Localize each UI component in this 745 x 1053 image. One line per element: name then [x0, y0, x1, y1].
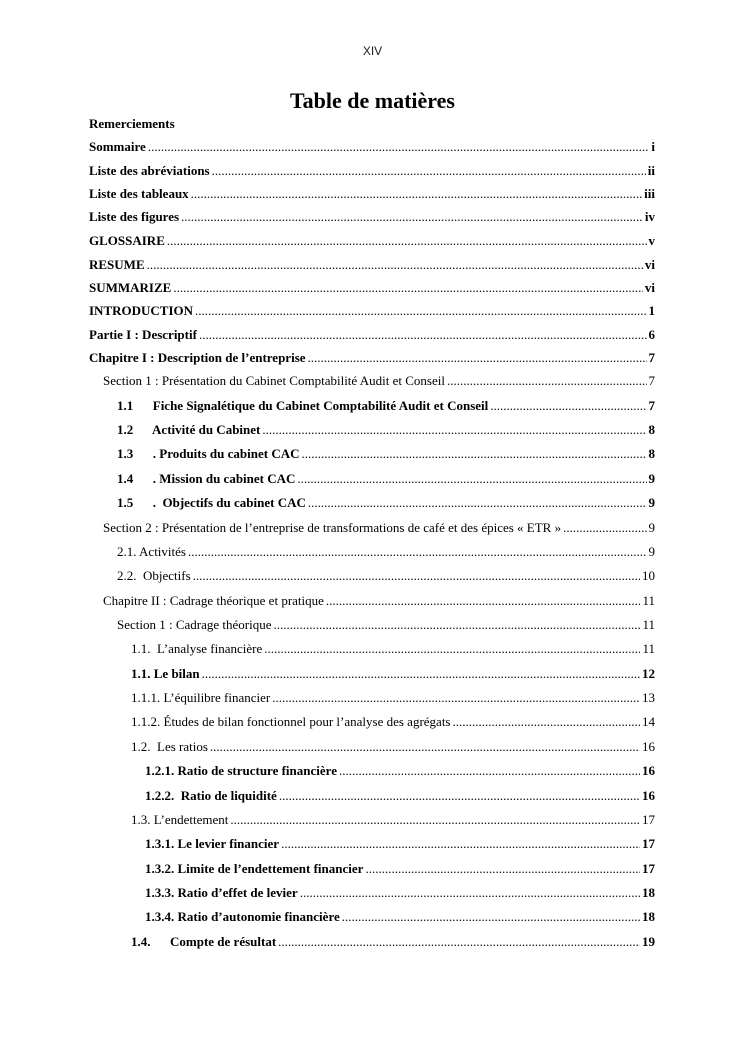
dot-leader	[326, 591, 641, 611]
toc-entry-label: GLOSSAIRE	[89, 233, 165, 248]
toc-entry[interactable]	[145, 907, 655, 927]
toc-entry-label: 1.2. Les ratios	[131, 739, 208, 754]
toc-entry-label: 1.4. Compte de résultat	[131, 934, 277, 949]
toc-entry[interactable]	[89, 231, 655, 251]
toc-entry-page: ii	[647, 163, 655, 178]
toc-entry-label: INTRODUCTION	[89, 303, 194, 318]
toc-entry-page: 11	[642, 617, 655, 632]
toc-entry-label: Chapitre I : Description de l’entreprise	[89, 350, 306, 365]
dot-leader	[281, 834, 640, 854]
toc-entry[interactable]	[131, 639, 655, 659]
dot-leader	[308, 493, 647, 513]
toc-entry-page: 17	[642, 812, 655, 827]
toc-entry[interactable]	[131, 664, 655, 684]
dot-leader	[199, 325, 647, 345]
toc-entry-label: 1.2.1. Ratio de structure financière	[145, 763, 337, 778]
toc-entry-label: Chapitre II : Cadrage théorique et pratique	[103, 593, 324, 608]
toc-entry-page: 18	[642, 909, 655, 924]
toc-entry-page: 14	[642, 714, 655, 729]
dot-leader	[191, 184, 642, 204]
dot-leader	[167, 231, 647, 251]
toc-entry-label: 1.3.3. Ratio d’effet de levier	[145, 885, 298, 900]
toc-entry[interactable]	[117, 420, 655, 440]
dot-leader	[339, 761, 640, 781]
toc-entry-page: 1	[648, 303, 655, 318]
toc-entry-page: 9	[648, 520, 655, 535]
dot-leader	[148, 137, 650, 157]
toc-entry-page: 11	[642, 593, 655, 608]
toc-entry-label: 1.1 Fiche Signalétique du Cabinet Comptabilité Audit et Conseil	[117, 398, 489, 413]
toc-entry-page: iv	[644, 209, 655, 224]
toc-entry[interactable]	[117, 493, 655, 513]
toc-entry-label: 1.1. L’analyse financière	[131, 641, 263, 656]
toc-entry[interactable]	[131, 688, 655, 708]
toc-entry-label: 1.1.2. Études de bilan fonctionnel pour l’analyse des agrégats	[131, 714, 451, 729]
dot-leader	[262, 420, 646, 440]
toc-entry-page: 8	[648, 422, 655, 437]
toc-entry-page: 10	[642, 568, 655, 583]
toc-entry[interactable]	[103, 591, 655, 611]
dot-leader	[300, 883, 640, 903]
toc-entry-page: i	[651, 139, 655, 154]
toc-first-item: Remerciements	[89, 116, 175, 131]
toc-entry-page: iii	[644, 186, 655, 201]
dot-leader	[272, 688, 640, 708]
dot-leader	[173, 278, 643, 298]
toc-entry-page: 7	[648, 373, 655, 388]
toc-entry[interactable]	[89, 301, 655, 321]
toc-entry[interactable]	[145, 859, 655, 879]
toc-entry-label: 1.4 . Mission du cabinet CAC	[117, 471, 296, 486]
toc-entry[interactable]	[103, 518, 655, 538]
dot-leader	[453, 712, 641, 732]
toc-entry-page: 9	[648, 471, 655, 486]
toc-entry[interactable]	[89, 325, 655, 345]
toc-entry-page: 19	[642, 934, 655, 949]
dot-leader	[279, 786, 640, 806]
toc-entry-page: 8	[648, 446, 655, 461]
toc-entry-page: 16	[642, 788, 655, 803]
toc-entry[interactable]	[131, 810, 655, 830]
toc-entry[interactable]	[89, 137, 655, 157]
dot-leader	[563, 518, 646, 538]
toc-entry-label: Liste des abréviations	[89, 163, 210, 178]
dot-leader	[447, 371, 647, 391]
dot-leader	[181, 207, 643, 227]
toc-entry-label: 1.1.1. L’équilibre financier	[131, 690, 271, 705]
toc-entry-page: v	[648, 233, 655, 248]
dot-leader	[202, 664, 640, 684]
toc-entry-label: Partie I : Descriptif	[89, 327, 197, 342]
dot-leader	[274, 615, 641, 635]
toc-entry[interactable]	[145, 761, 655, 781]
toc-entry-page: 7	[648, 398, 655, 413]
toc-entry[interactable]	[89, 348, 655, 368]
dot-leader	[195, 301, 646, 321]
toc-entry-label: 2.1. Activités	[117, 544, 186, 559]
toc-entry-label: Liste des figures	[89, 209, 180, 224]
toc-entry-page: 11	[642, 641, 655, 656]
dot-leader	[365, 859, 640, 879]
toc-entry[interactable]	[145, 786, 655, 806]
dot-leader	[188, 542, 647, 562]
toc-entry[interactable]	[117, 444, 655, 464]
toc-entry-label: 1.3.4. Ratio d’autonomie financière	[145, 909, 340, 924]
dot-leader	[193, 566, 640, 586]
toc-entry-label: 1.3. L’endettement	[131, 812, 229, 827]
toc-entry-label: 1.1. Le bilan	[131, 666, 200, 681]
toc-entry-page: 7	[648, 350, 655, 365]
dot-leader	[212, 161, 646, 181]
toc-entry[interactable]	[89, 255, 655, 275]
toc-entry-label: Section 2 : Présentation de l’entreprise de transformations de café et des épices « ETR »	[103, 520, 562, 535]
toc-entry-label: 1.5 . Objectifs du cabinet CAC	[117, 495, 306, 510]
toc-entry-label: 1.2 Activité du Cabinet	[117, 422, 261, 437]
toc-entry[interactable]	[117, 469, 655, 489]
toc-entry-label: 1.3.2. Limite de l’endettement financier	[145, 861, 364, 876]
dot-leader	[297, 469, 646, 489]
dot-leader	[302, 444, 647, 464]
toc-entry-page: 6	[648, 327, 655, 342]
dot-leader	[147, 255, 643, 275]
dot-leader	[210, 737, 640, 757]
toc-entry[interactable]	[145, 883, 655, 903]
dot-leader	[342, 907, 640, 927]
toc-entry-page: vi	[644, 280, 655, 295]
toc-entry[interactable]	[131, 712, 655, 732]
toc-entry[interactable]	[131, 737, 655, 757]
toc-entry-page: 16	[642, 739, 655, 754]
dot-leader	[278, 932, 640, 952]
toc-entry-label: RESUME	[89, 257, 145, 272]
toc-entry-page: 18	[642, 885, 655, 900]
toc-title: Table de matières	[290, 88, 455, 113]
dot-leader	[490, 396, 646, 416]
dot-leader	[308, 348, 647, 368]
toc-entry-page: 9	[648, 495, 655, 510]
toc-entry-label: 1.3 . Produits du cabinet CAC	[117, 446, 300, 461]
toc-entry-page: 13	[642, 690, 655, 705]
toc-entry-page: 9	[648, 544, 655, 559]
toc-entry[interactable]	[117, 396, 655, 416]
toc-entry-label: Sommaire	[89, 139, 146, 154]
toc-entry-page: vi	[644, 257, 655, 272]
toc-entry-label: 1.2.2. Ratio de liquidité	[145, 788, 277, 803]
toc-entry[interactable]	[89, 161, 655, 181]
toc-entry-label: 2.2. Objectifs	[117, 568, 191, 583]
dot-leader	[230, 810, 640, 830]
toc-entry[interactable]	[117, 542, 655, 562]
toc-entry-label: Liste des tableaux	[89, 186, 189, 201]
toc-entry-label: Section 1 : Cadrage théorique	[117, 617, 272, 632]
toc-entry-label: Section 1 : Présentation du Cabinet Comptabilité Audit et Conseil	[103, 373, 445, 388]
dot-leader	[264, 639, 640, 659]
toc-entry[interactable]	[89, 278, 655, 298]
toc-entry-page: 17	[642, 836, 655, 851]
page-number: XIV	[362, 44, 383, 58]
toc-entry[interactable]	[117, 566, 655, 586]
toc-entry[interactable]	[117, 615, 655, 635]
toc-entry-page: 12	[642, 666, 655, 681]
toc-entry-page: 16	[642, 763, 655, 778]
toc-entry-page: 17	[642, 861, 655, 876]
toc-entry-label: SUMMARIZE	[89, 280, 172, 295]
toc-entry[interactable]	[131, 932, 655, 952]
toc-entry-label: 1.3.1. Le levier financier	[145, 836, 280, 851]
toc-entry[interactable]	[89, 207, 655, 227]
toc-entry[interactable]	[103, 371, 655, 391]
toc-entry[interactable]	[145, 834, 655, 854]
toc-entry[interactable]	[89, 184, 655, 204]
